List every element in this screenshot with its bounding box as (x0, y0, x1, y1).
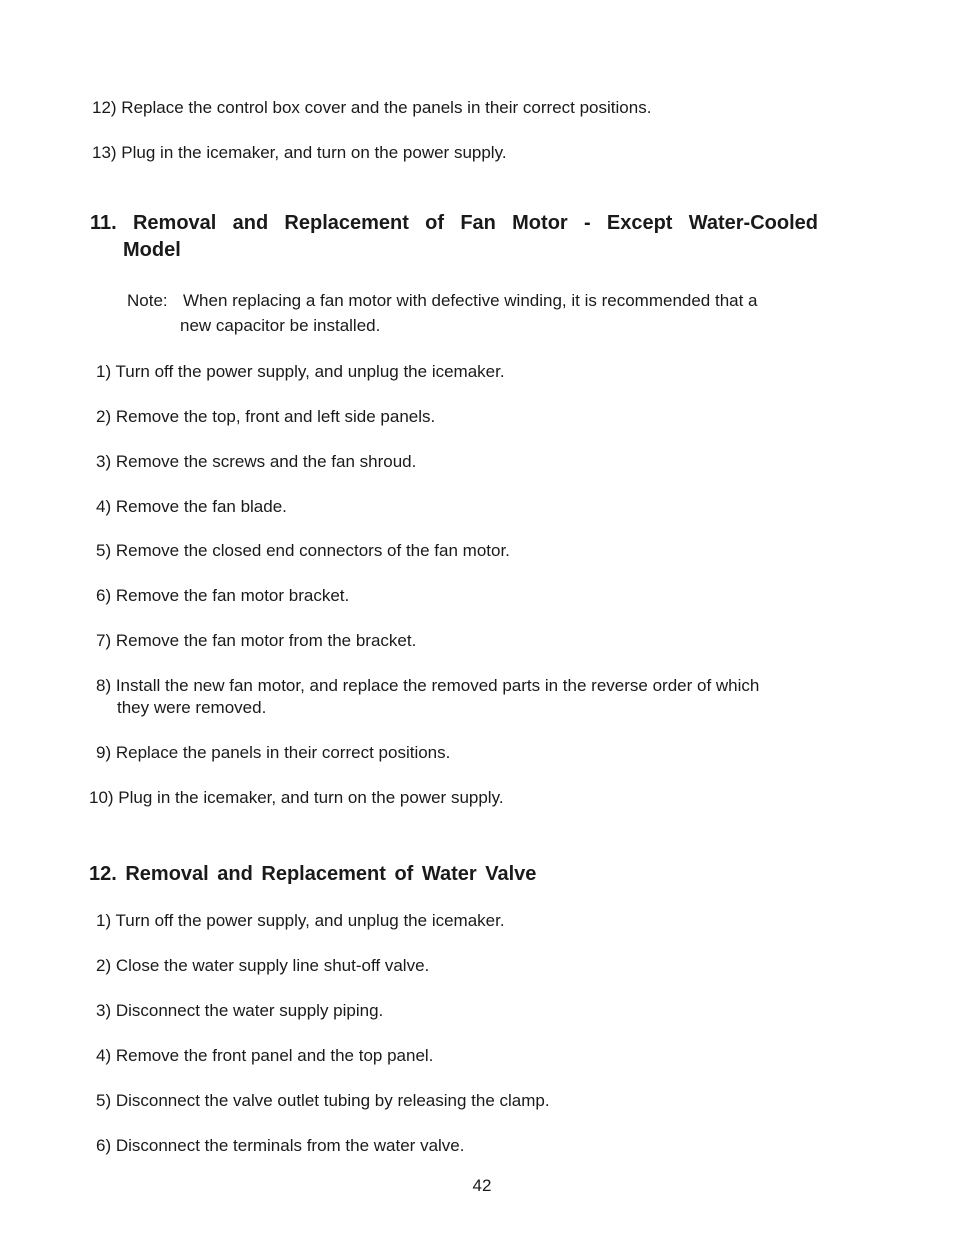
s11-step-10: 10) Plug in the icemaker, and turn on the power supply. (89, 788, 504, 807)
s11-step-8: 8) Install the new fan motor, and replace the removed parts in the reverse order of which (96, 676, 760, 695)
s11-step-2: 2) Remove the top, front and left side panels. (96, 407, 436, 426)
step-12: 12) Replace the control box cover and the panels in their correct positions. (92, 98, 652, 117)
s12-step-2: 2) Close the water supply line shut-off valve. (96, 956, 430, 975)
s11-step-3: 3) Remove the screws and the fan shroud. (96, 452, 417, 471)
s11-step-7: 7) Remove the fan motor from the bracket. (96, 631, 417, 650)
s11-step-4: 4) Remove the fan blade. (96, 497, 287, 516)
s12-step-4: 4) Remove the front panel and the top panel. (96, 1046, 434, 1065)
s11-step-5: 5) Remove the closed end connectors of the fan motor. (96, 541, 510, 560)
s12-step-5: 5) Disconnect the valve outlet tubing by releasing the clamp. (96, 1091, 550, 1110)
s12-step-3: 3) Disconnect the water supply piping. (96, 1001, 384, 1020)
section-11-heading-line2: Model (123, 239, 181, 261)
step-13: 13) Plug in the icemaker, and turn on the power supply. (92, 143, 507, 162)
s12-step-1: 1) Turn off the power supply, and unplug the icemaker. (96, 911, 505, 930)
note-text-line2: new capacitor be installed. (180, 316, 381, 335)
s12-step-6: 6) Disconnect the terminals from the water valve. (96, 1136, 465, 1155)
page-number: 42 (472, 1176, 492, 1195)
s11-step-6: 6) Remove the fan motor bracket. (96, 586, 350, 605)
section-11-heading-line1: 11. Removal and Replacement of Fan Motor - Except Water-Cooled (90, 212, 818, 234)
note-label: Note: (127, 291, 168, 310)
note-text-line1: When replacing a fan motor with defective winding, it is recommended that a (183, 291, 758, 310)
s11-step-9: 9) Replace the panels in their correct positions. (96, 743, 451, 762)
section-12-heading: 12. Removal and Replacement of Water Valve (89, 863, 537, 885)
s11-step-8-continued: they were removed. (117, 698, 267, 717)
s11-step-1: 1) Turn off the power supply, and unplug the icemaker. (96, 362, 505, 381)
